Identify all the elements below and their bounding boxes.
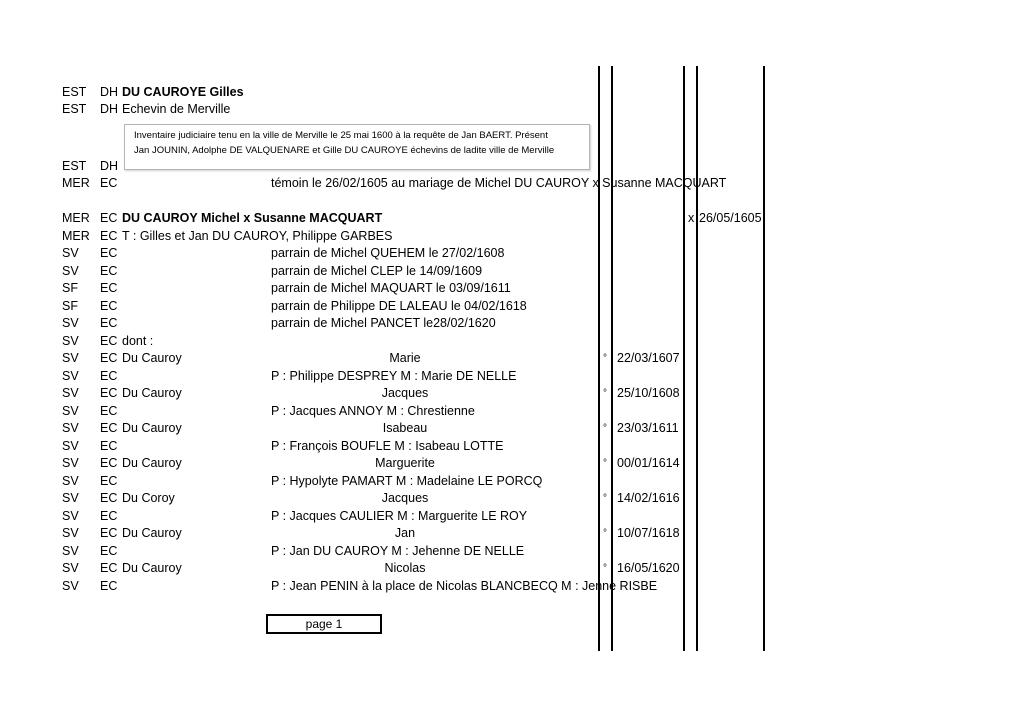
cell-c2: EC — [100, 561, 118, 575]
cell-c2: EC — [100, 439, 118, 453]
cell-date: 22/03/1607 — [617, 351, 680, 365]
cell-c1: SV — [62, 491, 79, 505]
cell-c2: EC — [100, 334, 118, 348]
cell-name: Nicolas — [384, 561, 426, 575]
record-row — [0, 263, 1024, 280]
cell-c3: DU CAUROYE Gilles — [122, 85, 244, 99]
cell-c1: EST — [62, 102, 87, 116]
cell-c4: P : Hypolyte PAMART M : Madelaine LE PORCQ — [271, 474, 543, 488]
cell-c1: SF — [62, 299, 78, 313]
cell-c2: EC — [100, 474, 118, 488]
cell-c3: DU CAUROY Michel x Susanne MACQUART — [122, 211, 383, 225]
cell-date: 25/10/1608 — [617, 386, 680, 400]
cell-date: 14/02/1616 — [617, 491, 680, 505]
record-row — [0, 490, 1024, 507]
cell-c1: SV — [62, 386, 79, 400]
cell-c1: EST — [62, 85, 87, 99]
cell-mark: ° — [603, 458, 607, 469]
cell-c2: DH — [100, 159, 119, 173]
cell-c2: EC — [100, 544, 118, 558]
cell-c2: EC — [100, 369, 118, 383]
cell-date: 00/01/1614 — [617, 456, 680, 470]
cell-x: x — [688, 211, 695, 225]
record-row — [0, 420, 1024, 437]
cell-c1: SV — [62, 421, 79, 435]
record-row — [0, 525, 1024, 542]
cell-c2: EC — [100, 316, 118, 330]
cell-c1: SV — [62, 526, 79, 540]
record-row — [0, 473, 1024, 490]
note-line: Jan JOUNIN, Adolphe DE VALQUENARE et Gille DU CAUROYE échevins de ladite ville de Merville — [134, 145, 555, 156]
record-row — [0, 175, 1024, 192]
record-row — [0, 560, 1024, 577]
record-row — [0, 403, 1024, 420]
cell-c2: DH — [100, 85, 119, 99]
cell-c3: T : Gilles et Jan DU CAUROY, Philippe GARBES — [122, 229, 393, 243]
cell-c2: EC — [100, 229, 118, 243]
cell-c1: SV — [62, 561, 79, 575]
record-row — [0, 455, 1024, 472]
cell-c1: SV — [62, 404, 79, 418]
cell-c2: EC — [100, 421, 118, 435]
record-row — [0, 385, 1024, 402]
record-row — [0, 543, 1024, 560]
cell-c1: MER — [62, 211, 90, 225]
cell-c1: SV — [62, 264, 79, 278]
cell-c4: témoin le 26/02/1605 au mariage de Michel DU CAUROY x Susanne MACQUART — [271, 176, 727, 190]
cell-c1: SV — [62, 351, 79, 365]
record-row — [0, 315, 1024, 332]
cell-c2: DH — [100, 102, 119, 116]
cell-c4: P : Jan DU CAUROY M : Jehenne DE NELLE — [271, 544, 525, 558]
cell-name: Jacques — [381, 491, 429, 505]
record-row — [0, 333, 1024, 350]
cell-mark: ° — [603, 528, 607, 539]
cell-c4: parrain de Philippe DE LALEAU le 04/02/1618 — [271, 299, 527, 313]
cell-c3: Du Cauroy — [122, 351, 182, 365]
cell-name: Jan — [394, 526, 416, 540]
record-row — [0, 210, 1024, 227]
cell-c3: Du Cauroy — [122, 421, 182, 435]
cell-name: Marguerite — [375, 456, 435, 470]
record-row — [0, 350, 1024, 367]
cell-c3: Du Cauroy — [122, 386, 182, 400]
page-number-box: page 1 — [266, 614, 382, 634]
cell-c3: Du Cauroy — [122, 526, 182, 540]
cell-name: Jacques — [381, 386, 429, 400]
cell-c1: SV — [62, 509, 79, 523]
record-row — [0, 245, 1024, 262]
cell-c1: SV — [62, 474, 79, 488]
cell-c3: Du Coroy — [122, 491, 175, 505]
cell-c2: EC — [100, 176, 118, 190]
cell-mark: ° — [603, 493, 607, 504]
cell-c2: EC — [100, 579, 118, 593]
cell-c2: EC — [100, 246, 118, 260]
cell-c1: MER — [62, 176, 90, 190]
cell-mark: ° — [603, 423, 607, 434]
cell-c2: EC — [100, 264, 118, 278]
cell-c1: EST — [62, 159, 87, 173]
cell-c1: SV — [62, 316, 79, 330]
cell-c1: SV — [62, 369, 79, 383]
cell-c2: EC — [100, 281, 118, 295]
record-row — [0, 101, 1024, 118]
cell-c1: SV — [62, 439, 79, 453]
record-row — [0, 84, 1024, 101]
note-line: Inventaire judiciaire tenu en la ville de Merville le 25 mai 1600 à la requête de Jan BAERT. Présent — [134, 130, 548, 141]
record-row — [0, 508, 1024, 525]
cell-c2: EC — [100, 491, 118, 505]
cell-c2: EC — [100, 456, 118, 470]
cell-c3: Du Cauroy — [122, 561, 182, 575]
record-row — [0, 578, 1024, 595]
cell-date: 16/05/1620 — [617, 561, 680, 575]
cell-c1: SV — [62, 544, 79, 558]
cell-c4: parrain de Michel MAQUART le 03/09/1611 — [271, 281, 511, 295]
cell-c1: MER — [62, 229, 90, 243]
cell-c4: parrain de Michel CLEP le 14/09/1609 — [271, 264, 483, 278]
cell-c4: P : Philippe DESPREY M : Marie DE NELLE — [271, 369, 517, 383]
cell-c3: Du Cauroy — [122, 456, 182, 470]
cell-c2: EC — [100, 526, 118, 540]
cell-c2: EC — [100, 509, 118, 523]
cell-c1: SV — [62, 456, 79, 470]
cell-c4: parrain de Michel PANCET le28/02/1620 — [271, 316, 496, 330]
note-box — [124, 124, 590, 170]
cell-name: Isabeau — [382, 421, 428, 435]
cell-date: 23/03/1611 — [617, 421, 679, 435]
cell-r: 26/05/1605 — [699, 211, 762, 225]
cell-c4: P : Jean PENIN à la place de Nicolas BLANCBECQ M : Jenne RISBE — [271, 579, 658, 593]
cell-date: 10/07/1618 — [617, 526, 680, 540]
cell-c3: dont : — [122, 334, 154, 348]
record-row — [0, 228, 1024, 245]
cell-c1: SF — [62, 281, 78, 295]
cell-c2: EC — [100, 299, 118, 313]
record-row — [0, 368, 1024, 385]
cell-c2: EC — [100, 386, 118, 400]
cell-c1: SV — [62, 334, 79, 348]
record-row — [0, 438, 1024, 455]
cell-c2: EC — [100, 211, 118, 225]
cell-c2: EC — [100, 404, 118, 418]
cell-c4: P : Jacques ANNOY M : Chrestienne — [271, 404, 475, 418]
cell-mark: ° — [603, 353, 607, 364]
cell-mark: ° — [603, 563, 607, 574]
cell-c4: parrain de Michel QUEHEM le 27/02/1608 — [271, 246, 505, 260]
record-row — [0, 280, 1024, 297]
cell-c4: P : Jacques CAULIER M : Marguerite LE ROY — [271, 509, 528, 523]
cell-c3: Echevin de Merville — [122, 102, 231, 116]
cell-c2: EC — [100, 351, 118, 365]
cell-c1: SV — [62, 246, 79, 260]
cell-name: Marie — [389, 351, 421, 365]
cell-c4: P : François BOUFLE M : Isabeau LOTTE — [271, 439, 504, 453]
record-row — [0, 298, 1024, 315]
cell-mark: ° — [603, 388, 607, 399]
cell-c1: SV — [62, 579, 79, 593]
